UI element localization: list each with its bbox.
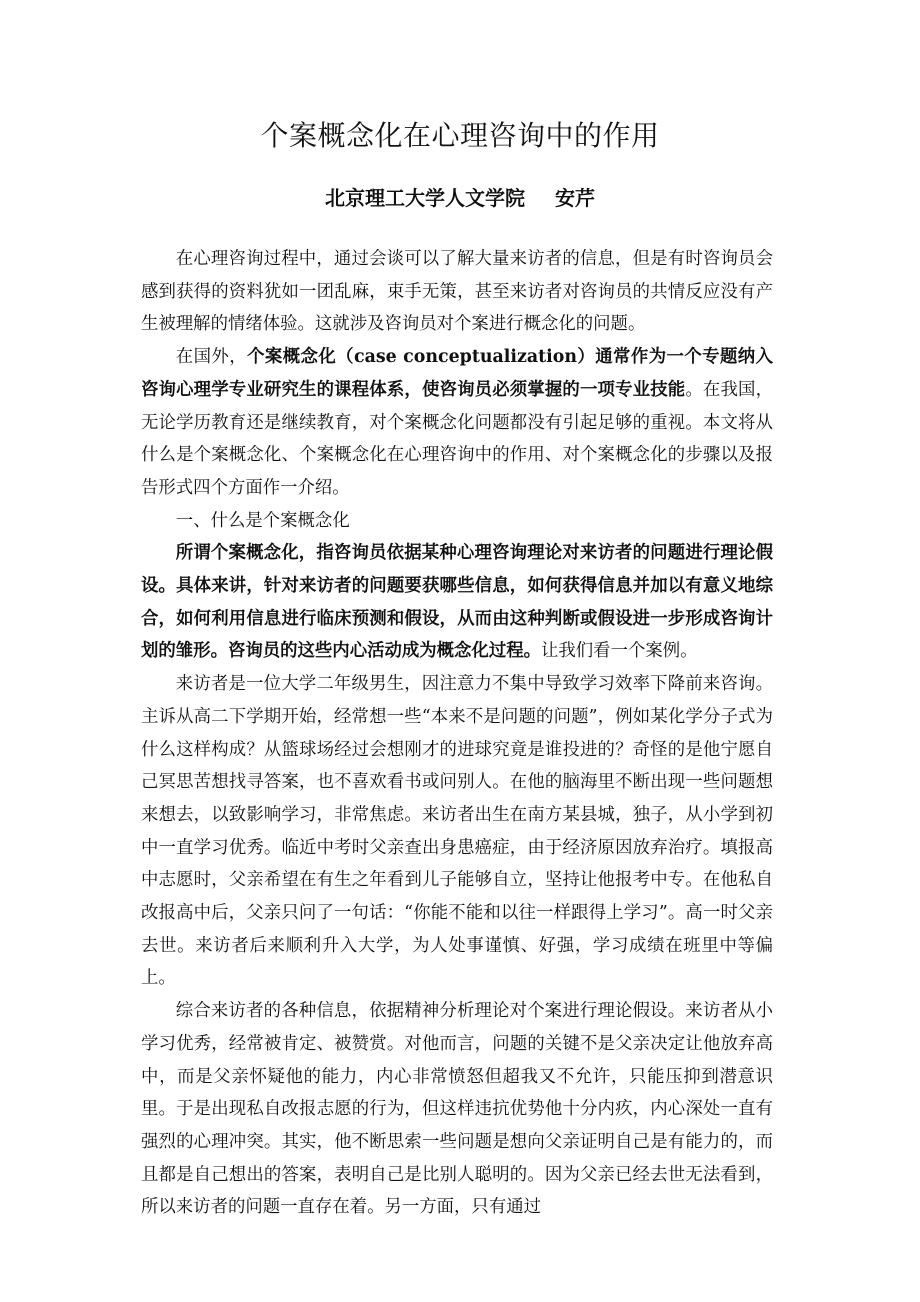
author-name: 安芹 bbox=[555, 186, 595, 210]
document-title: 个案概念化在心理咨询中的作用 bbox=[260, 119, 660, 152]
paragraph-case: 来访者是一位大学二年级男生，因注意力不集中导致学习效率下降前来咨询。主诉从高二下学期开始，经常想一些“本来不是问题的问题”，例如某化学分子式为什么这样构成？从篮球场经过会想刚才的进球究竟是谁投进的？奇怪的是他宁愿自己冥思苦想找寻答案，也不喜欢看书或问别人。在他的脑海里不断出现一些问题想来想去，以致影响学习，非常焦虑。来访者出生在南方某县城，独子，从小学到初中一直学习优秀。临近中考时父亲查出身患癌症，由于经济原因放弃治疗。填报高中志愿时，父亲希望在有生之年看到儿子能够自立，坚持让他报考中专。在他私自改报高中后，父亲只问了一句话：“你能不能和以往一样跟得上学习”。高一时父亲去世。来访者后来顺利升入大学，为人处事谨慎、好强，学习成绩在班里中等偏上。 bbox=[141, 674, 773, 989]
paragraph-intro: 在心理咨询过程中，通过会谈可以了解大量来访者的信息，但是有时咨询员会感到获得的资料犹如一团乱麻，束手无策，甚至来访者对咨询员的共情反应没有产生被理解的情绪体验。这就涉及咨询员对个案进行概念化的问题。 bbox=[141, 249, 773, 335]
paragraph-text: 。在我国，无论学历教育还是继续教育，对个案概念化问题都没有引起足够的重视。本文将从什么是个案概念化、个案概念化在心理咨询中的作用、对个案概念化的步骤以及报告形式四个方面作一介绍。 bbox=[141, 379, 773, 498]
section-heading: 一、什么是个案概念化 bbox=[175, 510, 350, 531]
paragraph-text: 在国外， bbox=[175, 347, 248, 368]
article-body bbox=[141, 243, 773, 1224]
paragraph-definition bbox=[141, 537, 773, 668]
paragraph-emphasis: 个案概念化（case conceptualization）通常作为一个专题纳入咨询心理学专业研究生的课程体系，使咨询员必须掌握的一项专业技能 bbox=[141, 347, 773, 400]
author-institution: 北京理工大学人文学院 bbox=[325, 186, 525, 210]
byline bbox=[0, 184, 920, 212]
paragraph-foreign-context bbox=[141, 341, 773, 505]
paragraph-analysis: 综合来访者的各种信息，依据精神分析理论对个案进行理论假设。来访者从小学习优秀，经常被肯定、被赞赏。对他而言，问题的关键不是父亲决定让他放弃高中，而是父亲怀疑他的能力，内心非常愤怒但超我又不允许，只能压抑到潜意识里。于是出现私自改报志愿的行为，但这样违抗优势他十分内疚，内心深处一直有强烈的心理冲突。其实，他不断思索一些问题是想向父亲证明自己是有能力的，而且都是自己想出的答案，表明自己是比别人聪明的。因为父亲已经去世无法看到，所以来访者的问题一直存在着。另一方面，只有通过 bbox=[141, 1001, 773, 1218]
paragraph-text: 让我们看一个案例。 bbox=[541, 641, 698, 662]
paragraph-emphasis: 所谓个案概念化，指咨询员依据某种心理咨询理论对来访者的问题进行理论假设。具体来讲，针对来访者的问题要获哪些信息，如何获得信息并加以有意义地综合，如何利用信息进行临床预测和假设，从而由这种判断或假设进一步形成咨询计划的雏形。咨询员的这些内心活动成为概念化过程。 bbox=[141, 543, 773, 662]
